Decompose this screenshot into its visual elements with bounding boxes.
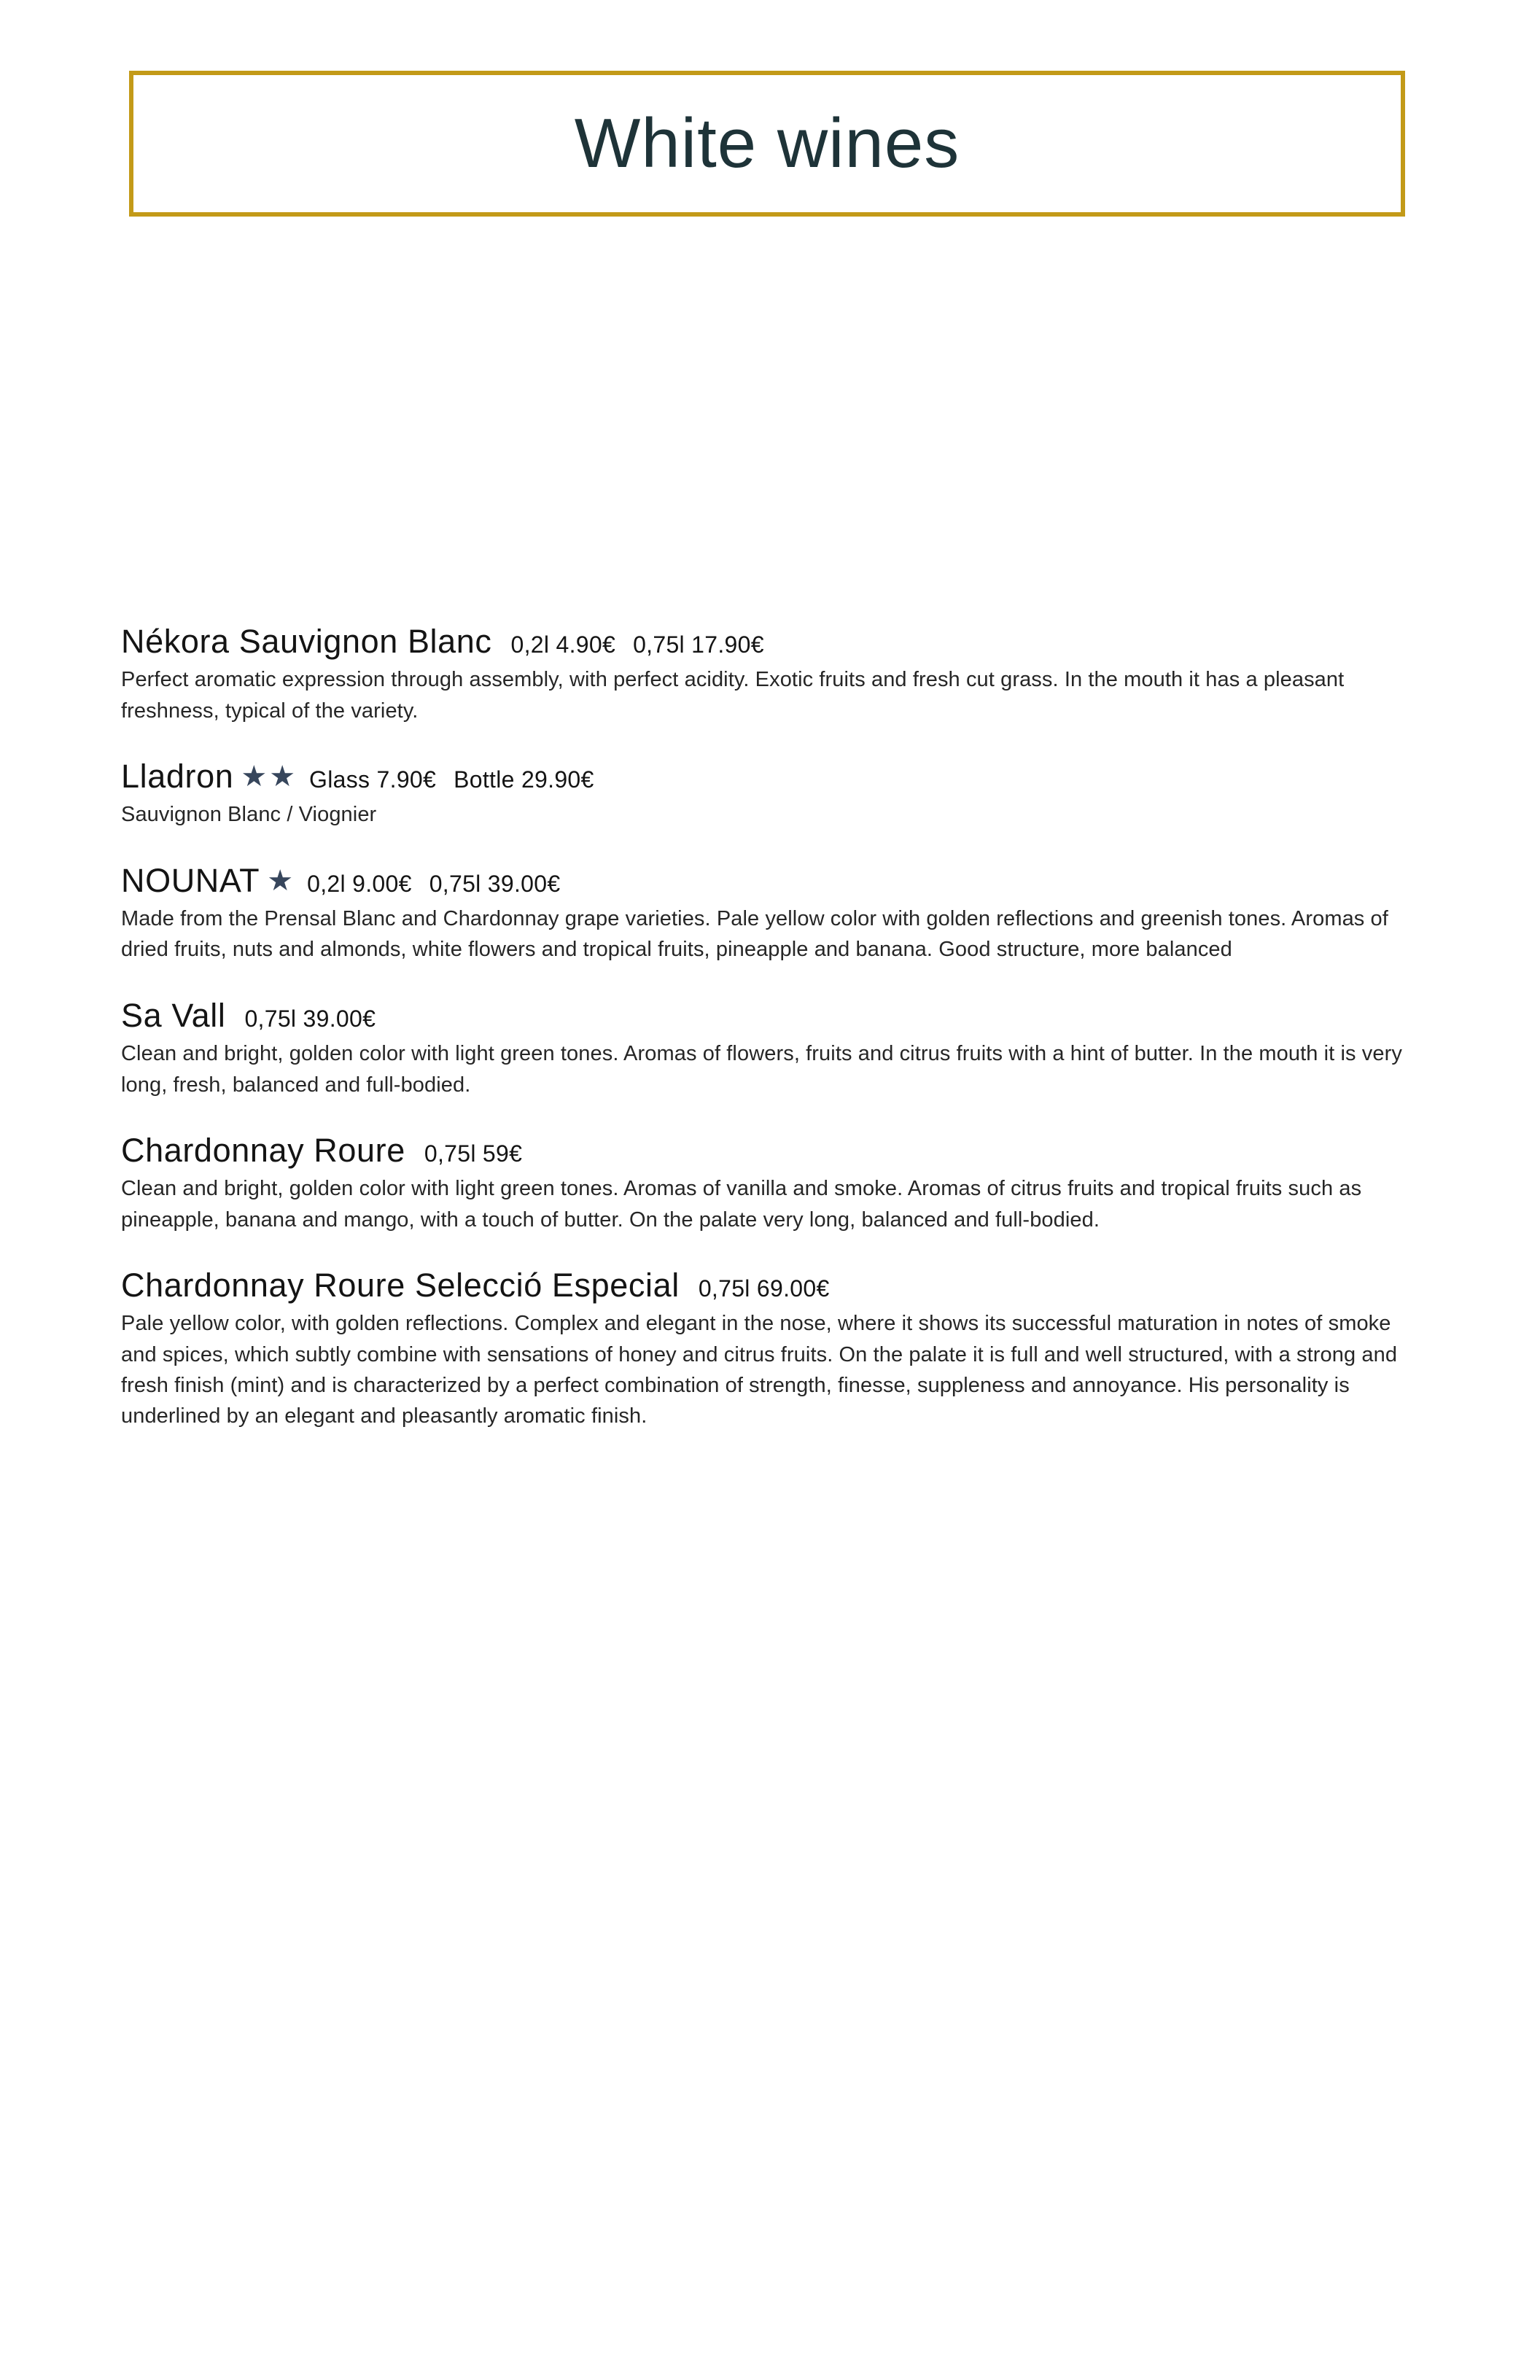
wine-description: Pale yellow color, with golden reflections. Complex and elegant in the nose, where it shows its successful maturation in notes of smoke and spices, which subtly combine with sensations of honey and citrus fruits. On the palate it is full and well structured, with a strong and fresh finish (mint) and is characterized by a perfect combination of strength, finesse, suppleness and annoyance. His personality is underlined by an elegant and pleasantly aromatic finish. xyxy=(121,1312,1398,1428)
wine-description: Clean and bright, golden color with light green tones. Aromas of vanilla and smoke. Aromas of citrus fruits and tropical fruits such as pineapple, banana and mango, with a touch of butter. On the palate very long, balanced and full-bodied. xyxy=(121,1177,1362,1232)
star-rating-icon: ★★ xyxy=(241,761,298,793)
wine-price-primary: 0,2l 9.00€ xyxy=(307,870,412,897)
wine-price-secondary: 0,75l 39.00€ xyxy=(429,870,561,897)
wine-price-primary: 0,2l 4.90€ xyxy=(510,631,616,658)
wine-heading xyxy=(121,1132,1419,1169)
wine-name: Lladron xyxy=(121,758,234,796)
wine-heading xyxy=(121,863,1419,899)
wine-entry xyxy=(121,1132,1419,1235)
wine-name: Chardonnay Roure Selecció Especial xyxy=(121,1266,680,1304)
wine-price-primary: 0,75l 59€ xyxy=(424,1140,523,1167)
page-title: White wines xyxy=(574,104,960,182)
wine-entry xyxy=(121,758,1419,831)
wine-entry xyxy=(121,623,1419,726)
wine-price-primary: Glass 7.90€ xyxy=(309,766,437,793)
wine-description: Clean and bright, golden color with light green tones. Aromas of flowers, fruits and citrus fruits with a hint of butter. In the mouth it is very long, fresh, balanced and full-bodied. xyxy=(121,1042,1402,1097)
wine-name: Chardonnay Roure xyxy=(121,1131,405,1169)
wine-name: Sa Vall xyxy=(121,996,226,1034)
wine-price-secondary: Bottle 29.90€ xyxy=(454,766,594,793)
wine-entry xyxy=(121,998,1419,1100)
star-rating-icon: ★ xyxy=(267,864,296,897)
wine-list xyxy=(121,623,1419,1432)
wine-heading xyxy=(121,623,1419,660)
wine-name: NOUNAT xyxy=(121,861,260,899)
wine-name: Nékora Sauvignon Blanc xyxy=(121,623,492,660)
wine-description: Made from the Prensal Blanc and Chardonnay grape varieties. Pale yellow color with golden reflections and greenish tones. Aromas of dried fruits, nuts and almonds, white flowers and tropical fruits, pineapple and banana. Good structure, more balanced xyxy=(121,907,1388,962)
wine-heading xyxy=(121,758,1419,795)
wine-description: Perfect aromatic expression through assembly, with perfect acidity. Exotic fruits and fresh cut grass. In the mouth it has a pleasant freshness, typical of the variety. xyxy=(121,668,1345,723)
wine-price-primary: 0,75l 39.00€ xyxy=(244,1005,376,1032)
wine-price-primary: 0,75l 69.00€ xyxy=(698,1275,830,1302)
page-header-banner xyxy=(129,71,1405,217)
wine-heading xyxy=(121,1267,1419,1304)
wine-price-secondary: 0,75l 17.90€ xyxy=(633,631,764,658)
wine-entry xyxy=(121,863,1419,965)
wine-entry xyxy=(121,1267,1419,1432)
wine-heading xyxy=(121,998,1419,1034)
wine-description: Sauvignon Blanc / Viognier xyxy=(121,803,377,827)
